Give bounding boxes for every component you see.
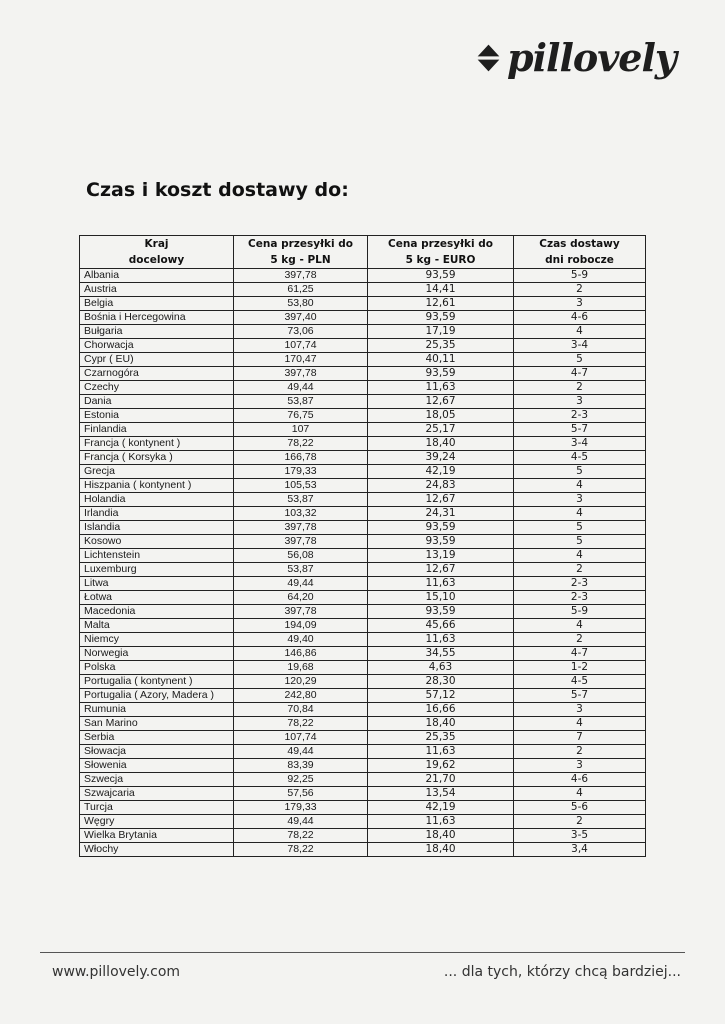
cell-price-pln: 107 <box>234 423 368 437</box>
cell-price-pln: 53,87 <box>234 395 368 409</box>
table-row <box>80 745 646 759</box>
table-row <box>80 493 646 507</box>
cell-price-pln: 103,32 <box>234 507 368 521</box>
table-row <box>80 339 646 353</box>
cell-country: Grecja <box>80 465 234 479</box>
table-row <box>80 731 646 745</box>
cell-price-pln: 120,29 <box>234 675 368 689</box>
cell-price-pln: 83,39 <box>234 759 368 773</box>
cell-price-euro: 15,10 <box>368 591 514 605</box>
cell-country: Słowenia <box>80 759 234 773</box>
cell-country: Serbia <box>80 731 234 745</box>
cell-country: Turcja <box>80 801 234 815</box>
cell-delivery-time: 3 <box>514 395 646 409</box>
table-row <box>80 283 646 297</box>
cell-delivery-time: 5-7 <box>514 689 646 703</box>
cell-price-euro: 93,59 <box>368 605 514 619</box>
cell-price-pln: 78,22 <box>234 843 368 857</box>
cell-country: Bułgaria <box>80 325 234 339</box>
cell-delivery-time: 2-3 <box>514 577 646 591</box>
cell-price-pln: 397,78 <box>234 605 368 619</box>
cell-price-pln: 70,84 <box>234 703 368 717</box>
cell-price-euro: 93,59 <box>368 367 514 381</box>
header-price-euro: Cena przesyłki do 5 kg - EURO <box>368 236 514 269</box>
cell-country: Bośnia i Hercegowina <box>80 311 234 325</box>
cell-price-pln: 53,87 <box>234 563 368 577</box>
table-row <box>80 451 646 465</box>
cell-country: Chorwacja <box>80 339 234 353</box>
cell-delivery-time: 2 <box>514 633 646 647</box>
cell-delivery-time: 3-4 <box>514 437 646 451</box>
cell-price-euro: 12,67 <box>368 395 514 409</box>
diamond-logo-icon <box>476 40 501 76</box>
cell-price-euro: 18,40 <box>368 843 514 857</box>
cell-delivery-time: 4 <box>514 479 646 493</box>
cell-price-euro: 18,40 <box>368 717 514 731</box>
table-row <box>80 549 646 563</box>
cell-delivery-time: 3-5 <box>514 829 646 843</box>
cell-price-euro: 25,35 <box>368 731 514 745</box>
cell-country: Węgry <box>80 815 234 829</box>
table-row <box>80 661 646 675</box>
cell-delivery-time: 3-4 <box>514 339 646 353</box>
brand-name: pillovely <box>507 35 676 80</box>
cell-delivery-time: 5 <box>514 521 646 535</box>
cell-country: Cypr ( EU) <box>80 353 234 367</box>
table-row <box>80 409 646 423</box>
cell-delivery-time: 4 <box>514 549 646 563</box>
cell-country: Belgia <box>80 297 234 311</box>
table-row <box>80 535 646 549</box>
cell-price-pln: 105,53 <box>234 479 368 493</box>
cell-delivery-time: 5-7 <box>514 423 646 437</box>
cell-price-pln: 49,40 <box>234 633 368 647</box>
cell-price-euro: 11,63 <box>368 577 514 591</box>
cell-price-pln: 170,47 <box>234 353 368 367</box>
table-row <box>80 381 646 395</box>
cell-price-euro: 19,62 <box>368 759 514 773</box>
cell-delivery-time: 3 <box>514 759 646 773</box>
cell-price-pln: 179,33 <box>234 465 368 479</box>
cell-price-euro: 93,59 <box>368 311 514 325</box>
table-row <box>80 507 646 521</box>
cell-delivery-time: 5-6 <box>514 801 646 815</box>
cell-country: Portugalia ( kontynent ) <box>80 675 234 689</box>
cell-country: Włochy <box>80 843 234 857</box>
cell-price-pln: 53,80 <box>234 297 368 311</box>
cell-delivery-time: 2-3 <box>514 591 646 605</box>
cell-price-pln: 242,80 <box>234 689 368 703</box>
table-row <box>80 759 646 773</box>
cell-price-pln: 78,22 <box>234 437 368 451</box>
cell-price-euro: 93,59 <box>368 535 514 549</box>
table-row <box>80 605 646 619</box>
cell-price-pln: 53,87 <box>234 493 368 507</box>
cell-delivery-time: 3,4 <box>514 843 646 857</box>
table-row <box>80 577 646 591</box>
cell-price-pln: 76,75 <box>234 409 368 423</box>
cell-price-euro: 21,70 <box>368 773 514 787</box>
table-row <box>80 479 646 493</box>
cell-delivery-time: 5-9 <box>514 605 646 619</box>
table-row <box>80 703 646 717</box>
cell-price-pln: 166,78 <box>234 451 368 465</box>
cell-price-euro: 25,17 <box>368 423 514 437</box>
cell-country: Wielka Brytania <box>80 829 234 843</box>
cell-price-pln: 49,44 <box>234 577 368 591</box>
page-title: Czas i koszt dostawy do: <box>86 179 349 201</box>
cell-delivery-time: 5 <box>514 353 646 367</box>
cell-price-euro: 4,63 <box>368 661 514 675</box>
cell-price-pln: 19,68 <box>234 661 368 675</box>
table-row <box>80 647 646 661</box>
cell-price-euro: 42,19 <box>368 801 514 815</box>
cell-country: Dania <box>80 395 234 409</box>
cell-country: Malta <box>80 619 234 633</box>
cell-country: Słowacja <box>80 745 234 759</box>
cell-price-euro: 24,83 <box>368 479 514 493</box>
table-row <box>80 633 646 647</box>
cell-delivery-time: 2-3 <box>514 409 646 423</box>
cell-price-euro: 13,54 <box>368 787 514 801</box>
cell-delivery-time: 4-7 <box>514 647 646 661</box>
cell-country: Czechy <box>80 381 234 395</box>
table-row <box>80 325 646 339</box>
cell-price-euro: 11,63 <box>368 381 514 395</box>
cell-delivery-time: 2 <box>514 283 646 297</box>
cell-country: Luxemburg <box>80 563 234 577</box>
cell-price-pln: 64,20 <box>234 591 368 605</box>
cell-delivery-time: 4-5 <box>514 675 646 689</box>
cell-price-euro: 12,67 <box>368 493 514 507</box>
cell-country: Łotwa <box>80 591 234 605</box>
cell-delivery-time: 4-7 <box>514 367 646 381</box>
table-body <box>80 269 646 857</box>
cell-price-pln: 107,74 <box>234 339 368 353</box>
cell-country: Polska <box>80 661 234 675</box>
cell-price-pln: 397,78 <box>234 269 368 283</box>
cell-country: Macedonia <box>80 605 234 619</box>
cell-price-euro: 14,41 <box>368 283 514 297</box>
cell-country: Albania <box>80 269 234 283</box>
cell-price-pln: 397,40 <box>234 311 368 325</box>
table-row <box>80 423 646 437</box>
cell-delivery-time: 3 <box>514 493 646 507</box>
cell-delivery-time: 3 <box>514 703 646 717</box>
cell-delivery-time: 2 <box>514 381 646 395</box>
cell-price-pln: 194,09 <box>234 619 368 633</box>
cell-delivery-time: 5 <box>514 535 646 549</box>
cell-delivery-time: 2 <box>514 745 646 759</box>
cell-delivery-time: 3 <box>514 297 646 311</box>
cell-country: Islandia <box>80 521 234 535</box>
table-row <box>80 297 646 311</box>
header-country: Kraj docelowy <box>80 236 234 269</box>
cell-price-euro: 12,67 <box>368 563 514 577</box>
cell-delivery-time: 4-5 <box>514 451 646 465</box>
cell-delivery-time: 4 <box>514 787 646 801</box>
cell-price-euro: 28,30 <box>368 675 514 689</box>
cell-country: Austria <box>80 283 234 297</box>
cell-price-euro: 93,59 <box>368 521 514 535</box>
table-row <box>80 437 646 451</box>
cell-price-euro: 11,63 <box>368 633 514 647</box>
cell-country: Lichtenstein <box>80 549 234 563</box>
header-price-pln: Cena przesyłki do 5 kg - PLN <box>234 236 368 269</box>
cell-price-pln: 49,44 <box>234 745 368 759</box>
cell-delivery-time: 5-9 <box>514 269 646 283</box>
cell-delivery-time: 4 <box>514 717 646 731</box>
table-row <box>80 465 646 479</box>
cell-delivery-time: 4-6 <box>514 773 646 787</box>
cell-price-euro: 42,19 <box>368 465 514 479</box>
cell-country: Szwecja <box>80 773 234 787</box>
cell-price-euro: 24,31 <box>368 507 514 521</box>
table-row <box>80 353 646 367</box>
cell-delivery-time: 2 <box>514 815 646 829</box>
cell-price-euro: 11,63 <box>368 815 514 829</box>
cell-country: Holandia <box>80 493 234 507</box>
cell-price-euro: 17,19 <box>368 325 514 339</box>
table-row <box>80 311 646 325</box>
cell-country: Niemcy <box>80 633 234 647</box>
table-row <box>80 815 646 829</box>
cell-price-pln: 397,78 <box>234 535 368 549</box>
table-row <box>80 801 646 815</box>
cell-price-euro: 25,35 <box>368 339 514 353</box>
cell-price-euro: 16,66 <box>368 703 514 717</box>
cell-price-euro: 45,66 <box>368 619 514 633</box>
cell-price-pln: 107,74 <box>234 731 368 745</box>
cell-price-euro: 11,63 <box>368 745 514 759</box>
cell-country: Finlandia <box>80 423 234 437</box>
cell-price-euro: 18,40 <box>368 437 514 451</box>
cell-country: Francja ( kontynent ) <box>80 437 234 451</box>
cell-price-euro: 34,55 <box>368 647 514 661</box>
cell-country: Rumunia <box>80 703 234 717</box>
cell-price-euro: 18,40 <box>368 829 514 843</box>
header-delivery-time: Czas dostawy dni robocze <box>514 236 646 269</box>
cell-country: Hiszpania ( kontynent ) <box>80 479 234 493</box>
cell-price-pln: 56,08 <box>234 549 368 563</box>
cell-country: Estonia <box>80 409 234 423</box>
table-row <box>80 689 646 703</box>
table-row <box>80 521 646 535</box>
cell-country: San Marino <box>80 717 234 731</box>
cell-country: Szwajcaria <box>80 787 234 801</box>
cell-country: Irlandia <box>80 507 234 521</box>
cell-price-pln: 397,78 <box>234 521 368 535</box>
cell-price-euro: 57,12 <box>368 689 514 703</box>
table-row <box>80 787 646 801</box>
cell-country: Litwa <box>80 577 234 591</box>
footer-divider <box>40 952 685 953</box>
table-row <box>80 843 646 857</box>
cell-price-pln: 49,44 <box>234 381 368 395</box>
table-header-row <box>80 236 646 269</box>
table-row <box>80 829 646 843</box>
cell-delivery-time: 7 <box>514 731 646 745</box>
cell-delivery-time: 4 <box>514 325 646 339</box>
cell-price-euro: 93,59 <box>368 269 514 283</box>
cell-country: Portugalia ( Azory, Madera ) <box>80 689 234 703</box>
table-row <box>80 367 646 381</box>
cell-country: Norwegia <box>80 647 234 661</box>
brand-logo <box>476 30 676 86</box>
table-row <box>80 395 646 409</box>
table-row <box>80 773 646 787</box>
footer-slogan: ... dla tych, którzy chcą bardziej... <box>443 964 681 980</box>
cell-price-pln: 73,06 <box>234 325 368 339</box>
cell-country: Francja ( Korsyka ) <box>80 451 234 465</box>
cell-price-euro: 39,24 <box>368 451 514 465</box>
cell-delivery-time: 4 <box>514 619 646 633</box>
cell-delivery-time: 1-2 <box>514 661 646 675</box>
table-row <box>80 563 646 577</box>
footer-website: www.pillovely.com <box>52 964 181 980</box>
table-row <box>80 619 646 633</box>
cell-price-pln: 397,78 <box>234 367 368 381</box>
cell-price-pln: 49,44 <box>234 815 368 829</box>
table-row <box>80 591 646 605</box>
cell-country: Kosowo <box>80 535 234 549</box>
cell-price-pln: 92,25 <box>234 773 368 787</box>
cell-delivery-time: 4 <box>514 507 646 521</box>
table-row <box>80 717 646 731</box>
table-row <box>80 269 646 283</box>
cell-price-pln: 78,22 <box>234 829 368 843</box>
cell-price-pln: 146,86 <box>234 647 368 661</box>
cell-price-euro: 18,05 <box>368 409 514 423</box>
cell-price-pln: 61,25 <box>234 283 368 297</box>
cell-delivery-time: 2 <box>514 563 646 577</box>
cell-delivery-time: 5 <box>514 465 646 479</box>
cell-country: Czarnogóra <box>80 367 234 381</box>
cell-price-pln: 57,56 <box>234 787 368 801</box>
cell-price-euro: 12,61 <box>368 297 514 311</box>
cell-price-euro: 40,11 <box>368 353 514 367</box>
cell-price-pln: 78,22 <box>234 717 368 731</box>
cell-delivery-time: 4-6 <box>514 311 646 325</box>
cell-price-pln: 179,33 <box>234 801 368 815</box>
cell-price-euro: 13,19 <box>368 549 514 563</box>
shipping-table <box>79 235 646 857</box>
table-row <box>80 675 646 689</box>
